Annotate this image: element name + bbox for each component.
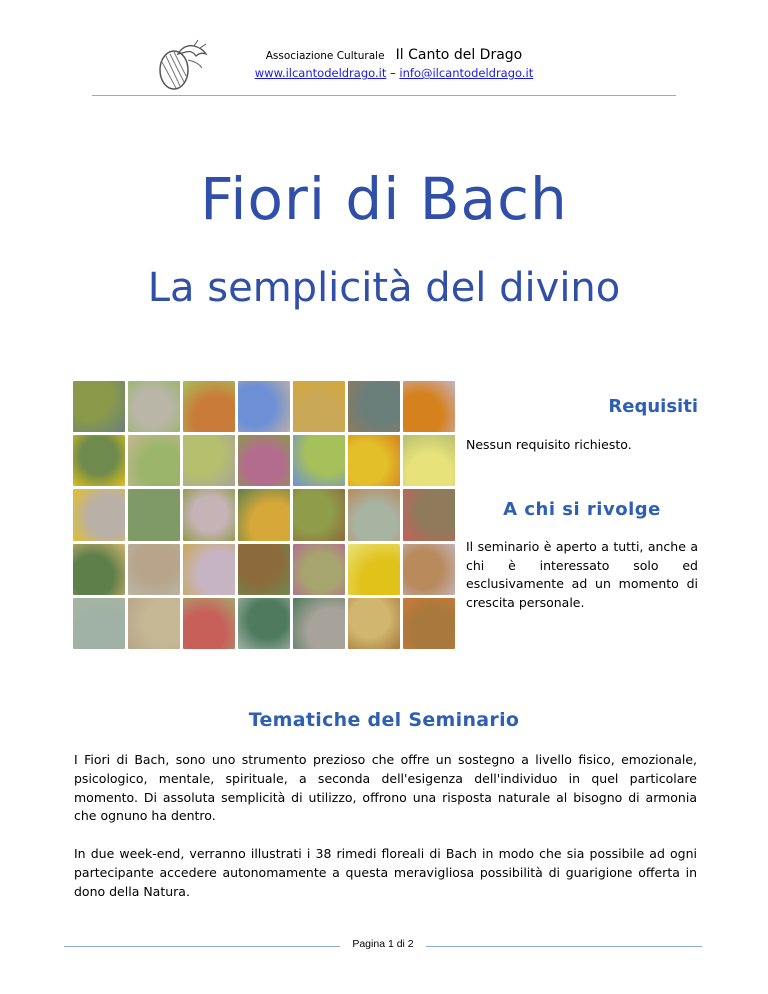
flower-photo-tile xyxy=(128,435,180,486)
footer-divider-right xyxy=(426,946,702,947)
flower-photo-tile xyxy=(128,598,180,649)
website-link[interactable]: www.ilcantodeldrago.it xyxy=(254,66,387,80)
flower-photo-tile xyxy=(403,544,455,595)
requirements-text: Nessun requisito richiesto. xyxy=(466,437,632,452)
flower-photo-tile xyxy=(293,381,345,432)
flower-photo-tile xyxy=(73,489,125,540)
association-label: Associazione Culturale xyxy=(265,50,385,62)
header-organization xyxy=(0,44,768,63)
section-heading: Tematiche del Seminario xyxy=(248,709,520,731)
flower-photo-tile xyxy=(293,489,345,540)
flower-photo-tile xyxy=(348,489,400,540)
flower-photo-tile xyxy=(183,598,235,649)
flower-photo-tile xyxy=(293,435,345,486)
flower-photo-tile xyxy=(128,489,180,540)
flower-photo-tile xyxy=(348,544,400,595)
flower-photo-tile xyxy=(348,598,400,649)
flower-photo-tile xyxy=(238,381,290,432)
flower-photo-tile xyxy=(238,435,290,486)
flower-photo-tile xyxy=(403,489,455,540)
section-paragraph-2: In due week-end, verranno illustrati i 38 rimedi floreali di Bach in modo che sia possibile ad ogni partecipante accedere autonomamente a questa meravigliosa possibilità di guarigione offerta in dono della Natura. xyxy=(74,846,697,899)
page-title: Fiori di Bach xyxy=(200,165,568,233)
flower-photo-tile xyxy=(238,598,290,649)
flower-photo-tile xyxy=(73,381,125,432)
flower-photo-tile xyxy=(403,381,455,432)
flower-photo-tile xyxy=(128,544,180,595)
flower-photo-tile xyxy=(403,598,455,649)
flower-photo-tile xyxy=(293,544,345,595)
flower-photo-tile xyxy=(348,381,400,432)
flower-photo-tile xyxy=(238,544,290,595)
flower-photo-tile xyxy=(73,544,125,595)
requirements-heading: Requisiti xyxy=(608,396,698,417)
flower-photo-tile xyxy=(183,489,235,540)
flower-photo-tile xyxy=(183,544,235,595)
flower-photo-tile xyxy=(293,598,345,649)
audience-text: Il seminario è aperto a tutti, anche a chi è interessato solo ed esclusivamente ad un momento di crescita personale. xyxy=(466,539,698,610)
section-paragraph-1: I Fiori di Bach, sono uno strumento prezioso che offre un sostegno a livello fisico, emozionale, psicologico, mentale, spirituale, a seconda dell'esigenza dell'individuo in quel particolare momento. Di assoluta semplicità di utilizzo, offrono una risposta naturale al bisogno di armonia che ognuno ha dentro. xyxy=(74,752,697,824)
flower-photo-tile xyxy=(183,381,235,432)
flower-photo-tile xyxy=(183,435,235,486)
header-contacts xyxy=(0,66,768,80)
association-name: Il Canto del Drago xyxy=(395,47,523,63)
flower-mosaic xyxy=(73,381,455,649)
flower-photo-tile xyxy=(73,598,125,649)
footer-divider-left xyxy=(64,946,340,947)
contact-separator: – xyxy=(390,66,396,80)
audience-heading: A chi si rivolge xyxy=(503,499,661,520)
page-subtitle: La semplicità del divino xyxy=(147,265,621,311)
page-number: Pagina 1 di 2 xyxy=(352,938,414,950)
flower-photo-tile xyxy=(73,435,125,486)
flower-photo-tile xyxy=(128,381,180,432)
flower-photo-tile xyxy=(238,489,290,540)
flower-photo-tile xyxy=(348,435,400,486)
flower-photo-tile xyxy=(403,435,455,486)
header-divider xyxy=(92,95,676,96)
email-link[interactable]: info@ilcantodeldrago.it xyxy=(399,66,534,80)
